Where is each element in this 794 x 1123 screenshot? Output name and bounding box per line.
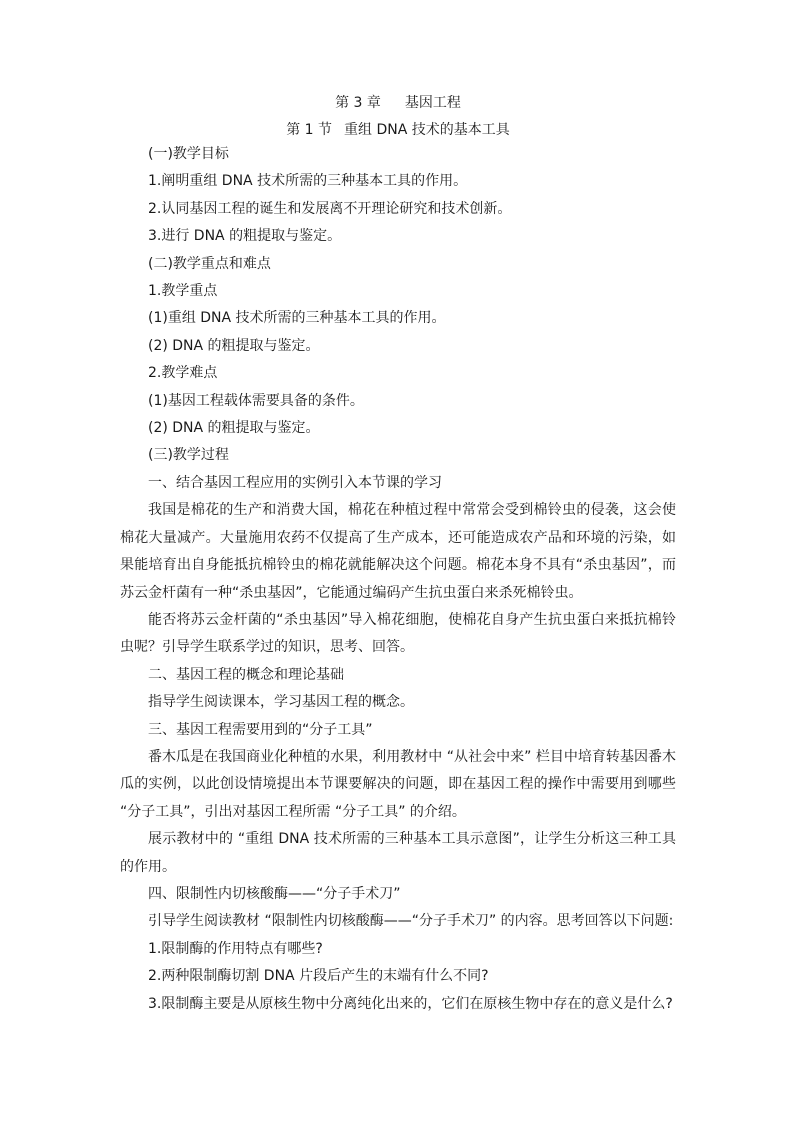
step-2-heading: 二、基因工程的概念和理论基础 bbox=[148, 666, 344, 683]
question-1: 1.限制酶的作用特点有哪些? bbox=[148, 940, 323, 957]
heading-process: (三)教学过程 bbox=[148, 447, 229, 464]
paragraph-5: 展示教材中的 “重组 DNA 技术所需的三种基本工具示意图”，让学生分析这三种工具的作用。 bbox=[120, 831, 676, 875]
paragraph-6: 引导学生阅读教材 “限制性内切核酸酶——“分子手术刀” 的内容。思考回答以下问题: bbox=[148, 913, 674, 930]
chapter-title bbox=[120, 92, 676, 114]
chapter-number: 第 3 章 bbox=[335, 95, 381, 111]
question-3: 3.限制酶主要是从原核生物中分离纯化出来的，它们在原核生物中存在的意义是什么? bbox=[148, 995, 673, 1012]
heading-objectives: (一)教学目标 bbox=[148, 146, 229, 162]
difficulty-2: (2) DNA 的粗提取与鉴定。 bbox=[148, 420, 320, 437]
key-point-2: (2) DNA 的粗提取与鉴定。 bbox=[148, 337, 320, 354]
heading-key-points: (二)教学重点和难点 bbox=[148, 255, 271, 272]
section-name: 重组 DNA 技术的基本工具 bbox=[344, 122, 510, 138]
step-4-heading: 四、限制性内切核酸酶——“分子手术刀” bbox=[148, 885, 401, 902]
paragraph-3: 指导学生阅读课本，学习基因工程的概念。 bbox=[148, 694, 414, 711]
paragraph-4: 番木瓜是在我国商业化种植的水果，利用教材中 “从社会中来” 栏目中培育转基因番木瓜的实例，以此创设情境提出本节课要解决的问题，即在基因工程的操作中需要用到哪些 “分子工具”，引出对基因工程所需 “分子工具” 的介绍。 bbox=[120, 748, 676, 820]
step-3-heading: 三、基因工程需要用到的“分子工具” bbox=[148, 721, 373, 738]
objective-2: 2.认同基因工程的诞生和发展离不开理论研究和技术创新。 bbox=[148, 200, 512, 217]
key-point-1: (1)重组 DNA 技术所需的三种基本工具的作用。 bbox=[148, 310, 446, 327]
paragraph-2: 能否将苏云金杆菌的“杀虫基因”导入棉花细胞，使棉花自身产生抗虫蛋白来抵抗棉铃虫呢？引导学生联系学过的知识，思考、回答。 bbox=[120, 611, 676, 656]
paragraph-1: 我国是棉花的生产和消费大国，棉花在种植过程中常常会受到棉铃虫的侵袭，这会使棉花大量减产。大量施用农药不仅提高了生产成本，还可能造成农产品和环境的污染，如果能培育出自身能抵抗棉铃虫的棉花就能解决这个问题。棉花本身不具有“杀虫基因”，而苏云金杆菌有一种“杀虫基因”，它能通过编码产生抗虫蛋白来杀死棉铃虫。 bbox=[120, 502, 676, 601]
chapter-name: 基因工程 bbox=[404, 95, 461, 111]
section-number: 第 1 节 bbox=[286, 122, 333, 138]
section-title bbox=[120, 119, 676, 141]
key-points-heading: 1.教学重点 bbox=[148, 283, 218, 300]
step-1-heading: 一、结合基因工程应用的实例引入本节课的学习 bbox=[148, 474, 442, 491]
difficulty-1: (1)基因工程载体需要具备的条件。 bbox=[148, 392, 364, 409]
objective-3: 3.进行 DNA 的粗提取与鉴定。 bbox=[148, 228, 342, 245]
difficulty-heading: 2.教学难点 bbox=[148, 365, 218, 382]
objective-1: 1.阐明重组 DNA 技术所需的三种基本工具的作用。 bbox=[148, 173, 468, 190]
question-2: 2.两种限制酶切割 DNA 片段后产生的末端有什么不同? bbox=[148, 968, 489, 985]
